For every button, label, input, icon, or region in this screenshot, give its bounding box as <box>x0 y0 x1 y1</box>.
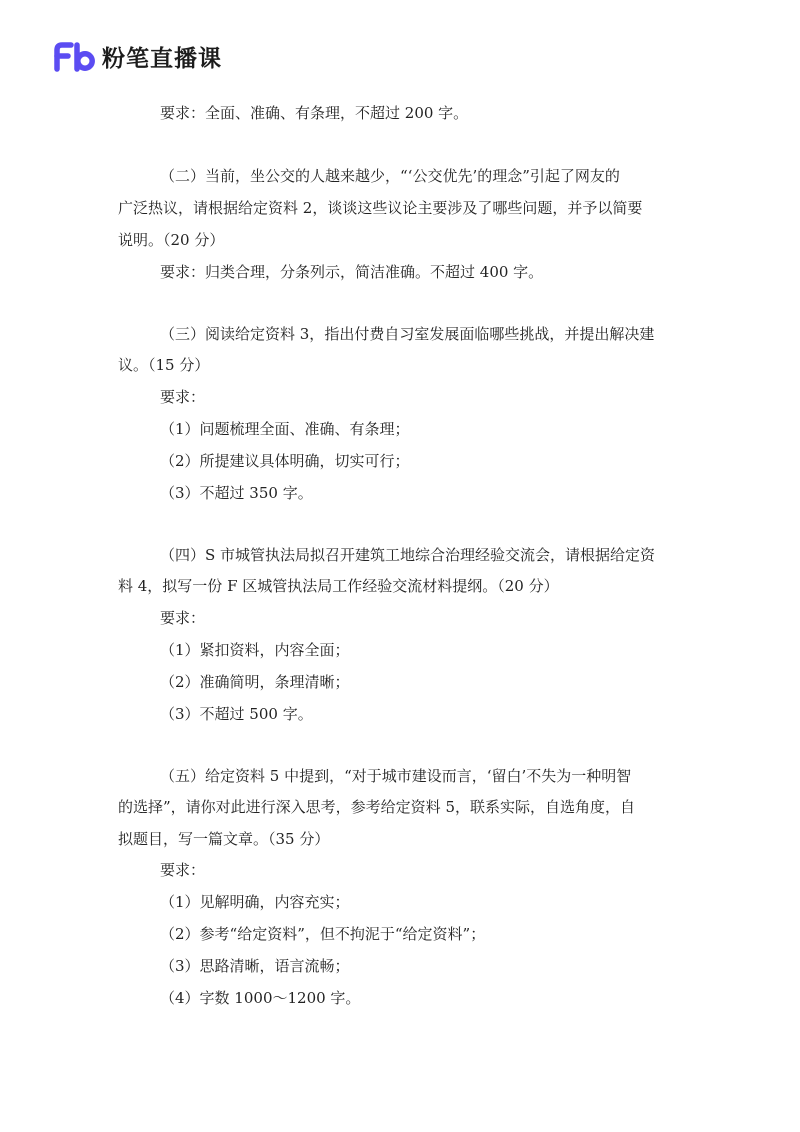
requirement-q1: 要求：全面、准确、有条理，不超过 200 字。 <box>160 104 469 122</box>
question-4-line-2: 料 4，拟写一份 F 区城管执法局工作经验交流材料提纲。（20 分） <box>118 577 559 595</box>
fb-logo-icon <box>54 42 96 72</box>
requirement-q5-item-3: （3）思路清晰，语言流畅； <box>160 957 350 975</box>
question-2-line-3: 说明。（20 分） <box>118 231 225 249</box>
requirement-q3-item-3: （3）不超过 350 字。 <box>160 484 313 502</box>
requirement-q2: 要求：归类合理，分条列示，简洁准确。不超过 400 字。 <box>160 263 544 281</box>
question-5-line-2: 的选择”，请你对此进行深入思考，参考给定资料 5，联系实际，自选角度，自 <box>118 798 635 816</box>
question-3-line-2: 议。（15 分） <box>118 356 210 374</box>
requirement-q5-item-1: （1）见解明确，内容充实； <box>160 893 350 911</box>
question-3-line-1: （三）阅读给定资料 3，指出付费自习室发展面临哪些挑战，并提出解决建 <box>160 325 655 343</box>
requirement-q3-item-1: （1）问题梳理全面、准确、有条理； <box>160 420 410 438</box>
requirement-q4-item-2: （2）准确简明，条理清晰； <box>160 673 350 691</box>
logo-text: Fb <box>54 41 56 43</box>
question-5-line-1: （五）给定资料 5 中提到，“对于城市建设而言，‘留白’不失为一种明智 <box>160 767 632 785</box>
requirement-q4-item-3: （3）不超过 500 字。 <box>160 705 313 723</box>
question-5-line-3: 拟题目，写一篇文章。（35 分） <box>118 830 330 848</box>
header <box>54 40 222 73</box>
question-2-line-1: （二）当前，坐公交的人越来越少，“‘公交优先’的理念”引起了网友的 <box>160 167 620 185</box>
requirement-label-q5: 要求： <box>160 861 206 879</box>
requirement-label-q4: 要求： <box>160 609 206 627</box>
requirement-q4-item-1: （1）紧扣资料，内容全面； <box>160 641 350 659</box>
brand-name: 粉笔直播课 <box>102 46 222 72</box>
question-4-line-1: （四）S 市城管执法局拟召开建筑工地综合治理经验交流会，请根据给定资 <box>160 546 656 564</box>
requirement-label-q3: 要求： <box>160 388 206 406</box>
question-2-line-2: 广泛热议，请根据给定资料 2，谈谈这些议论主要涉及了哪些问题，并予以简要 <box>118 199 643 217</box>
requirement-q5-item-2: （2）参考“给定资料”，但不拘泥于“给定资料”； <box>160 925 486 943</box>
requirement-q5-item-4: （4）字数 1000～1200 字。 <box>160 989 361 1007</box>
requirement-q3-item-2: （2）所提建议具体明确，切实可行； <box>160 452 410 470</box>
